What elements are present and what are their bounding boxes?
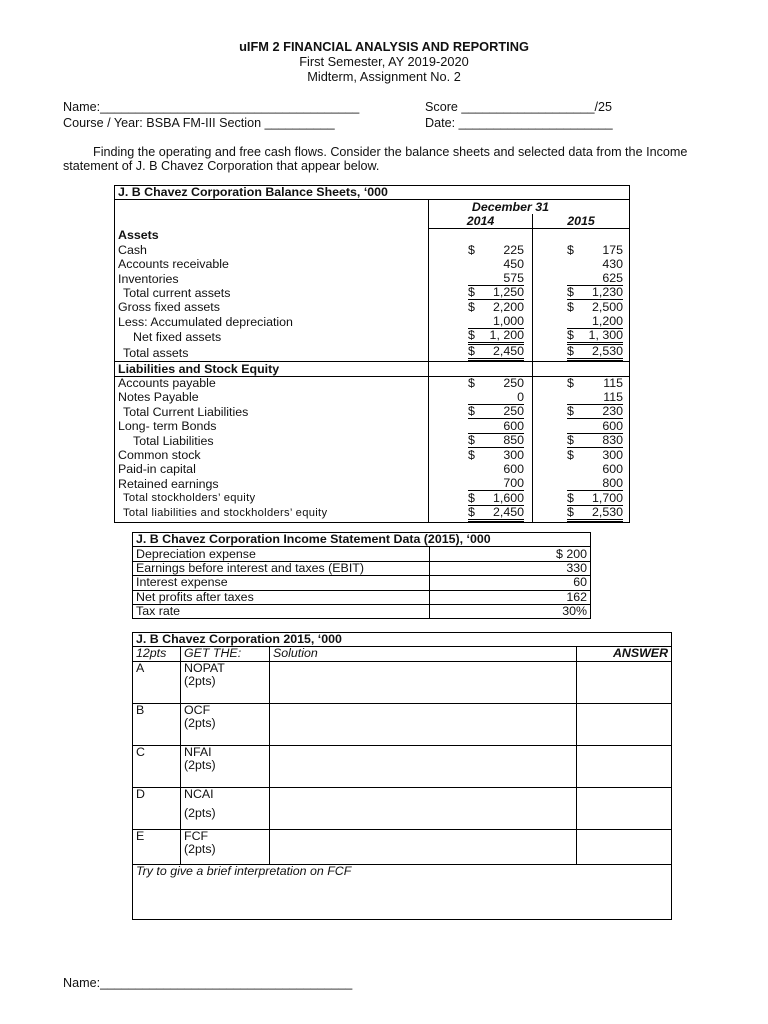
assets-heading: Assets bbox=[115, 229, 429, 243]
currency-symbol: $ bbox=[567, 286, 574, 300]
item-points: (2pts) bbox=[184, 715, 216, 730]
row-label: Less: Accumulated depreciation bbox=[115, 315, 429, 329]
period-header: December 31 bbox=[471, 199, 550, 214]
item-cell bbox=[181, 703, 270, 745]
balance-sheet-title: J. B Chavez Corporation Balance Sheets, ‘000 bbox=[115, 186, 630, 200]
balance-sheet-row bbox=[115, 315, 630, 329]
points-header: 12pts bbox=[133, 647, 181, 661]
currency-symbol: $ bbox=[567, 505, 574, 519]
answer-header: ANSWER bbox=[577, 647, 672, 661]
amount: 600 bbox=[503, 462, 524, 477]
income-statement-row bbox=[133, 547, 591, 561]
solution-cell[interactable] bbox=[270, 787, 577, 829]
amount: 600 bbox=[503, 419, 524, 433]
amount: 2,530 bbox=[591, 505, 623, 519]
answer-cell[interactable] bbox=[577, 703, 672, 745]
answer-row bbox=[133, 661, 672, 703]
balance-sheet-row bbox=[115, 376, 630, 390]
row-label: Long- term Bonds bbox=[115, 419, 429, 433]
balance-sheet-table bbox=[114, 185, 630, 523]
currency-symbol: $ bbox=[567, 448, 574, 462]
balance-sheet-row bbox=[115, 243, 630, 257]
name-field[interactable]: Name:_____________________________________ bbox=[63, 100, 360, 114]
solution-cell[interactable] bbox=[270, 661, 577, 703]
item-letter: C bbox=[133, 745, 181, 787]
item-letter: A bbox=[133, 661, 181, 703]
amount: 1, 200 bbox=[489, 329, 524, 343]
solution-cell[interactable] bbox=[270, 829, 577, 864]
income-statement-title: J. B Chavez Corporation Income Statement Data (2015), ‘000 bbox=[133, 533, 591, 547]
currency-symbol: $ bbox=[468, 405, 475, 419]
item-letter: E bbox=[133, 829, 181, 864]
balance-sheet-row bbox=[115, 463, 630, 477]
balance-sheet-row bbox=[115, 329, 630, 345]
row-label: Net fixed assets bbox=[115, 329, 429, 345]
row-label: Retained earnings bbox=[115, 477, 429, 491]
balance-sheet-row bbox=[115, 391, 630, 405]
currency-symbol: $ bbox=[567, 329, 574, 343]
semester-line: First Semester, AY 2019-2020 bbox=[299, 54, 469, 69]
row-value: 330 bbox=[430, 561, 591, 575]
amount: 2,530 bbox=[591, 345, 623, 359]
item-cell bbox=[181, 787, 270, 829]
balance-sheet-row bbox=[115, 345, 630, 362]
amount: 175 bbox=[602, 243, 623, 257]
currency-symbol: $ bbox=[468, 505, 475, 519]
amount: 430 bbox=[602, 257, 623, 272]
amount: 575 bbox=[503, 271, 524, 286]
date-field[interactable]: Date: ______________________ bbox=[425, 116, 613, 130]
amount: 250 bbox=[503, 376, 524, 391]
answer-cell[interactable] bbox=[577, 661, 672, 703]
document-title: uIFM 2 FINANCIAL ANALYSIS AND REPORTING bbox=[239, 39, 529, 54]
amount: 230 bbox=[602, 405, 623, 419]
amount: 2,500 bbox=[591, 300, 623, 315]
amount: 625 bbox=[602, 271, 623, 286]
currency-symbol: $ bbox=[567, 433, 574, 448]
row-label: Paid-in capital bbox=[115, 463, 429, 477]
score-field[interactable]: Score ___________________/25 bbox=[425, 100, 612, 114]
currency-symbol: $ bbox=[468, 448, 475, 462]
amount: 1,200 bbox=[591, 315, 623, 329]
item-letter: D bbox=[133, 787, 181, 829]
answer-cell[interactable] bbox=[577, 829, 672, 864]
income-statement-row bbox=[133, 604, 591, 618]
row-value: $ 200 bbox=[430, 547, 591, 561]
balance-sheet-row bbox=[115, 506, 630, 523]
year-2015-header: 2015 bbox=[533, 214, 630, 228]
currency-symbol: $ bbox=[468, 300, 475, 315]
balance-sheet-row bbox=[115, 286, 630, 300]
assignment-line: Midterm, Assignment No. 2 bbox=[307, 69, 461, 84]
row-label: Total stockholders’ equity bbox=[115, 491, 429, 505]
answer-table[interactable] bbox=[132, 632, 672, 920]
amount: 1,700 bbox=[591, 491, 623, 505]
row-label: Total current assets bbox=[115, 286, 429, 300]
item-name: FCF bbox=[184, 829, 209, 843]
solution-cell[interactable] bbox=[270, 703, 577, 745]
amount: 115 bbox=[603, 390, 623, 404]
row-label: Total Liabilities bbox=[115, 434, 429, 448]
amount: 2,450 bbox=[492, 505, 524, 519]
answer-row bbox=[133, 703, 672, 745]
balance-sheet-row bbox=[115, 405, 630, 419]
item-cell bbox=[181, 745, 270, 787]
item-points: (2pts) bbox=[184, 805, 216, 820]
balance-sheet-row bbox=[115, 434, 630, 448]
answer-cell[interactable] bbox=[577, 745, 672, 787]
income-statement-row bbox=[133, 561, 591, 575]
item-cell bbox=[181, 661, 270, 703]
amount: 1,230 bbox=[591, 286, 623, 300]
item-letter: B bbox=[133, 703, 181, 745]
currency-symbol: $ bbox=[567, 300, 574, 315]
row-label: Net profits after taxes bbox=[133, 590, 430, 604]
answer-row bbox=[133, 787, 672, 829]
row-label: Depreciation expense bbox=[133, 547, 430, 561]
balance-sheet-row bbox=[115, 272, 630, 286]
item-name: NFAI bbox=[184, 745, 212, 759]
answer-row bbox=[133, 745, 672, 787]
amount: 1,000 bbox=[492, 315, 524, 329]
amount: 300 bbox=[602, 448, 623, 462]
amount: 700 bbox=[503, 477, 524, 491]
course-field[interactable]: Course / Year: BSBA FM-III Section __________ bbox=[63, 116, 335, 130]
row-value: 60 bbox=[430, 576, 591, 590]
item-points: (2pts) bbox=[184, 841, 216, 856]
currency-symbol: $ bbox=[468, 286, 475, 300]
answer-table-title: J. B Chavez Corporation 2015, ‘000 bbox=[133, 633, 672, 647]
item-points: (2pts) bbox=[184, 673, 216, 688]
row-label: Accounts payable bbox=[115, 376, 429, 390]
row-label: Interest expense bbox=[133, 576, 430, 590]
amount: 1,600 bbox=[492, 491, 524, 505]
item-points: (2pts) bbox=[184, 757, 216, 772]
get-the-header: GET THE: bbox=[181, 647, 270, 661]
item-name: OCF bbox=[184, 703, 211, 717]
currency-symbol: $ bbox=[468, 345, 475, 359]
amount: 1, 300 bbox=[588, 329, 623, 343]
income-statement-row bbox=[133, 590, 591, 604]
currency-symbol: $ bbox=[567, 405, 574, 419]
instructions: Finding the operating and free cash flows. Consider the balance sheets and selected data from the Income statement of J. B Chavez Corporation that appear below. bbox=[63, 145, 688, 173]
item-name: NOPAT bbox=[184, 661, 225, 675]
currency-symbol: $ bbox=[468, 491, 475, 505]
amount: 800 bbox=[602, 477, 623, 491]
currency-symbol: $ bbox=[567, 376, 574, 391]
amount: 1,250 bbox=[492, 286, 524, 300]
amount: 300 bbox=[503, 448, 524, 462]
solution-header: Solution bbox=[270, 647, 577, 661]
currency-symbol: $ bbox=[468, 329, 475, 343]
amount: 0 bbox=[517, 390, 524, 404]
currency-symbol: $ bbox=[468, 433, 475, 448]
row-label: Total assets bbox=[115, 345, 429, 362]
row-label: Accounts receivable bbox=[115, 257, 429, 271]
amount: 2,450 bbox=[492, 345, 524, 359]
currency-symbol: $ bbox=[567, 243, 574, 257]
row-label: Notes Payable bbox=[115, 391, 429, 405]
row-label: Total Current Liabilities bbox=[115, 405, 429, 419]
year-2014-header: 2014 bbox=[429, 214, 533, 228]
balance-sheet-row bbox=[115, 477, 630, 491]
amount: 225 bbox=[503, 243, 524, 257]
item-name: NCAI bbox=[184, 787, 214, 801]
row-label: Total liabilities and stockholders’ equity bbox=[115, 506, 429, 523]
solution-cell[interactable] bbox=[270, 745, 577, 787]
income-statement-row bbox=[133, 576, 591, 590]
row-label: Inventories bbox=[115, 272, 429, 286]
amount: 600 bbox=[602, 419, 623, 433]
row-label: Tax rate bbox=[133, 604, 430, 618]
currency-symbol: $ bbox=[468, 243, 475, 257]
amount: 850 bbox=[503, 433, 524, 448]
answer-row bbox=[133, 829, 672, 864]
balance-sheet-row bbox=[115, 301, 630, 315]
currency-symbol: $ bbox=[468, 376, 475, 391]
row-value: 162 bbox=[430, 590, 591, 604]
balance-sheet-row bbox=[115, 448, 630, 462]
interpretation-box[interactable]: Try to give a brief interpretation on FCF bbox=[133, 864, 672, 919]
balance-sheet-row bbox=[115, 257, 630, 271]
liabilities-heading: Liabilities and Stock Equity bbox=[115, 362, 429, 376]
amount: 450 bbox=[503, 257, 524, 272]
currency-symbol: $ bbox=[567, 491, 574, 505]
row-label: Earnings before interest and taxes (EBIT) bbox=[133, 561, 430, 575]
row-label: Gross fixed assets bbox=[115, 301, 429, 315]
answer-cell[interactable] bbox=[577, 787, 672, 829]
row-value: 30% bbox=[430, 604, 591, 618]
income-statement-table bbox=[132, 532, 591, 619]
balance-sheet-row bbox=[115, 419, 630, 433]
currency-symbol: $ bbox=[567, 345, 574, 359]
amount: 250 bbox=[503, 405, 524, 419]
row-label: Cash bbox=[115, 243, 429, 257]
amount: 2,200 bbox=[492, 300, 524, 315]
amount: 115 bbox=[603, 376, 623, 391]
amount: 830 bbox=[602, 433, 623, 448]
item-cell bbox=[181, 829, 270, 864]
footer-name-field[interactable]: Name:____________________________________ bbox=[63, 976, 353, 990]
row-label: Common stock bbox=[115, 448, 429, 462]
balance-sheet-row bbox=[115, 491, 630, 505]
amount: 600 bbox=[602, 462, 623, 477]
